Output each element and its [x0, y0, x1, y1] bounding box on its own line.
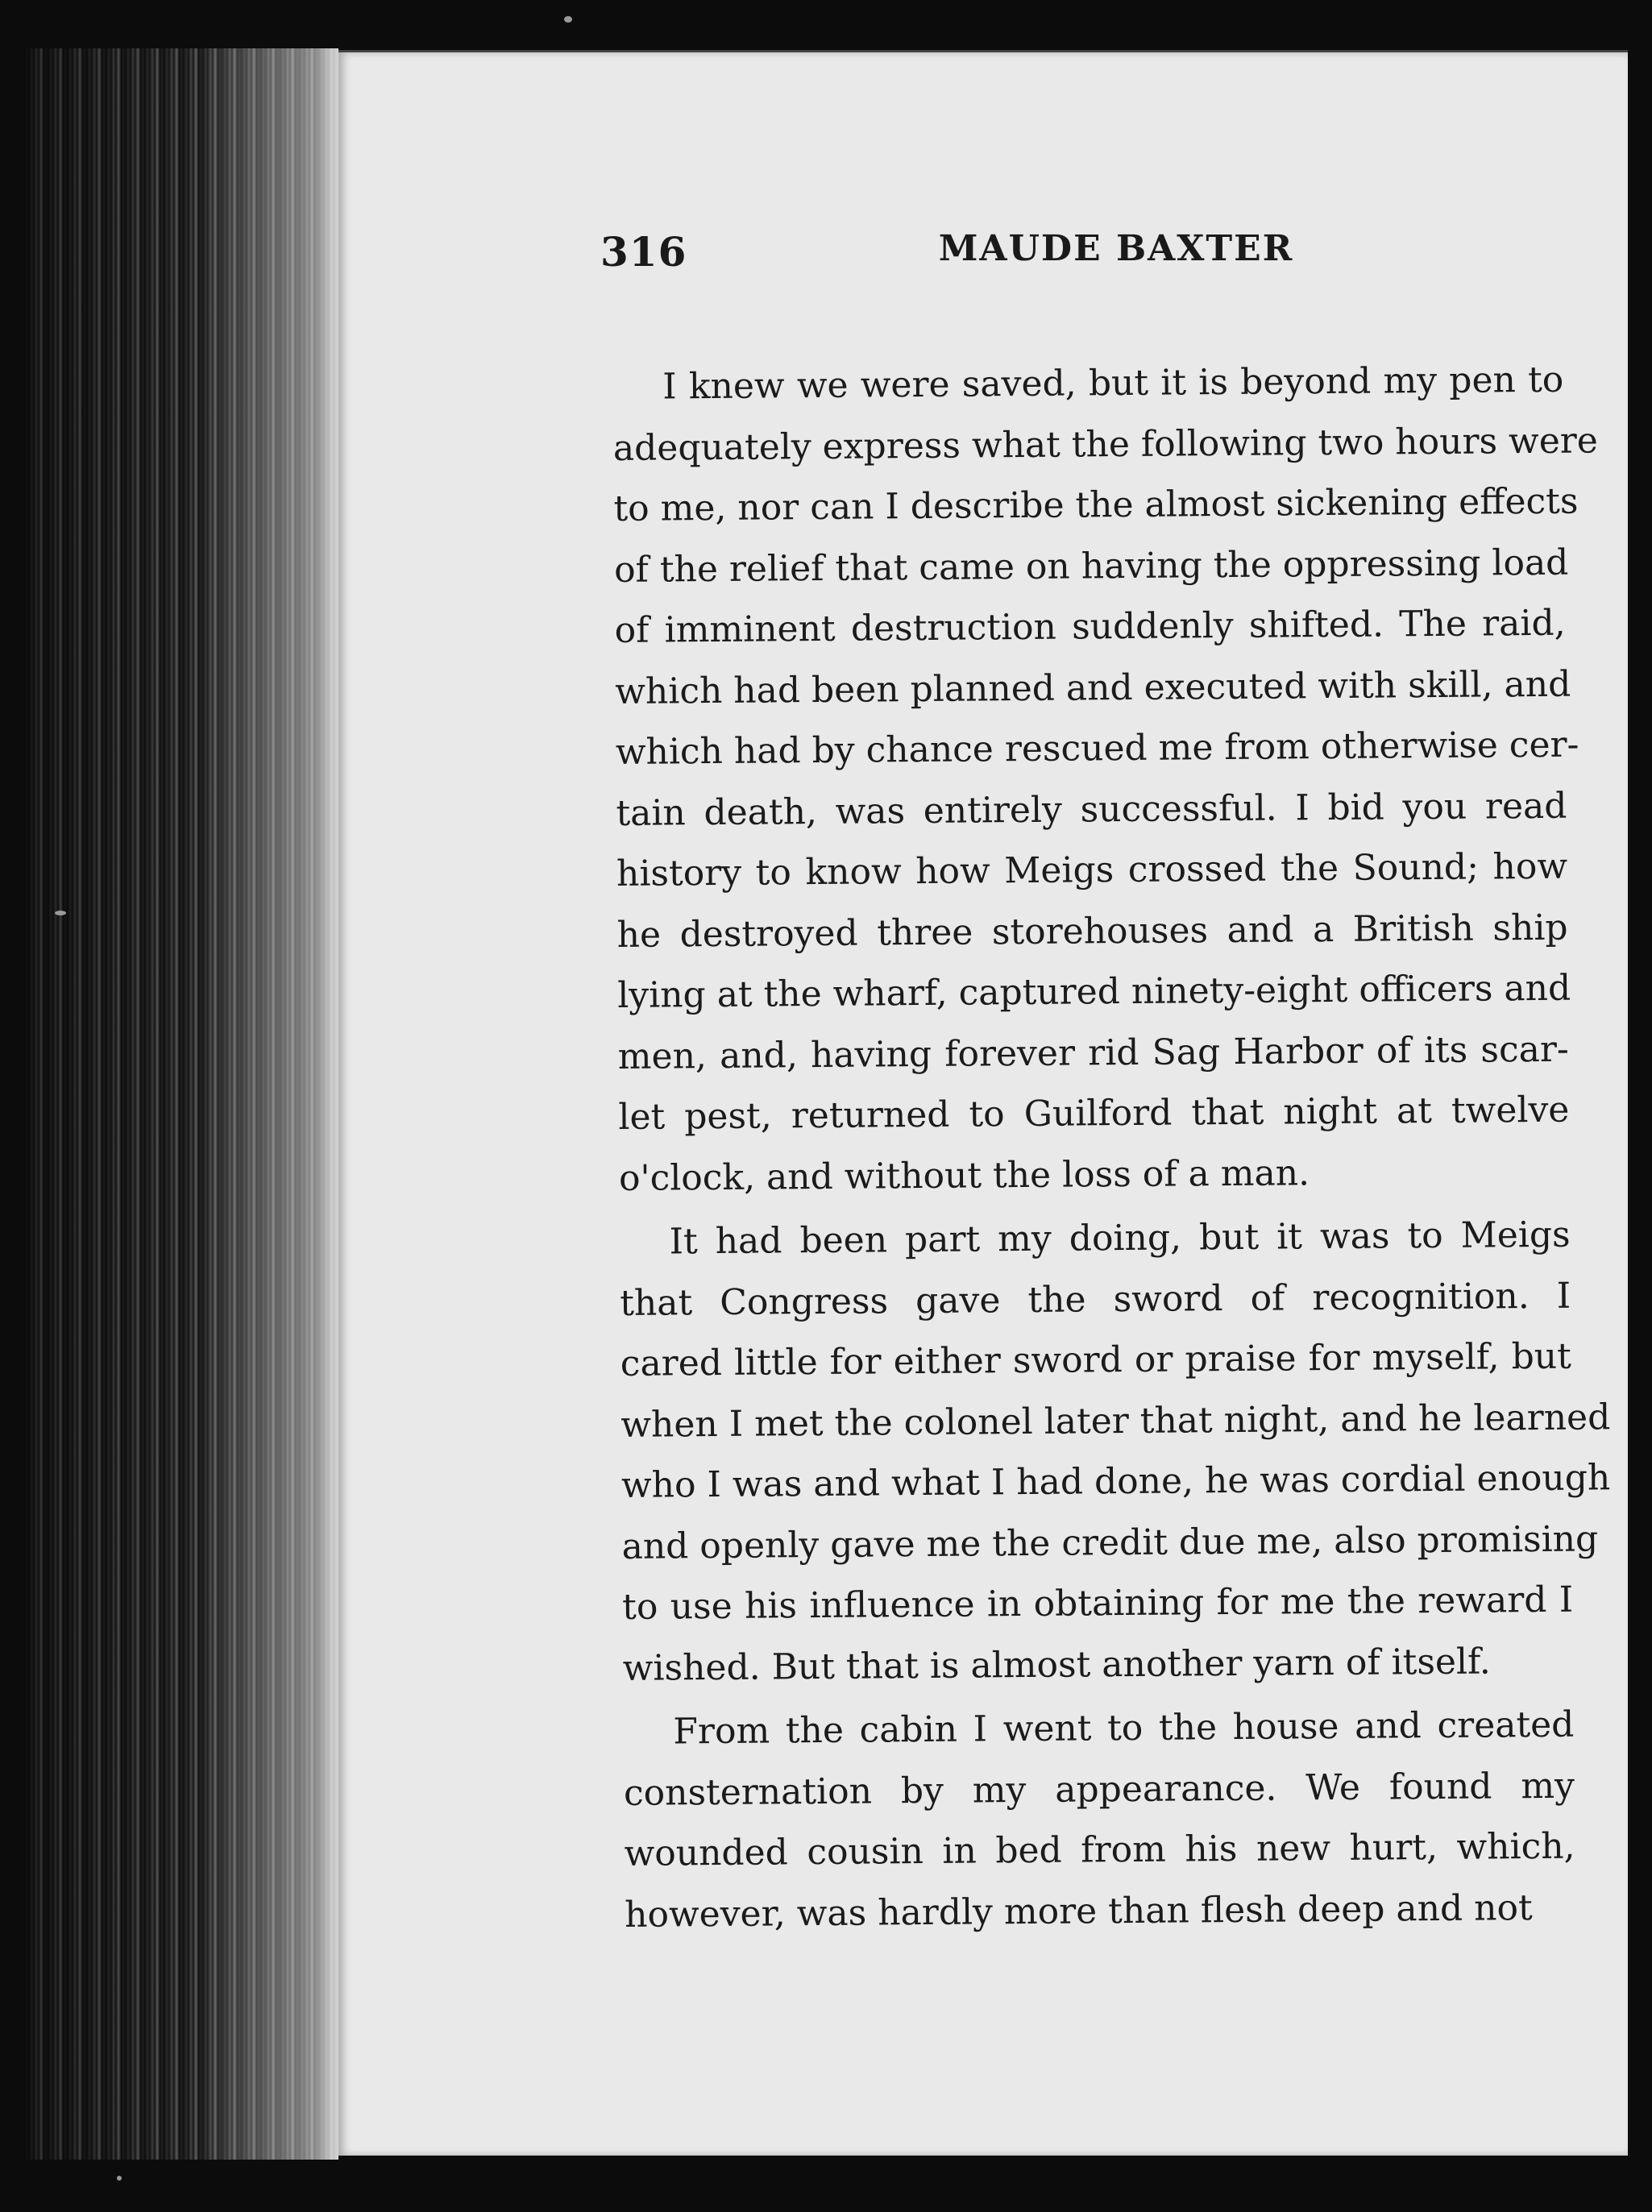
text-line: consternation by my appearance. We found my [623, 1765, 1575, 1814]
text-line: however, was hardly more than flesh deep and not [624, 1886, 1533, 1936]
text-line: which had by chance rescued me from otherwise cer- [615, 724, 1579, 773]
text-line: who I was and what I had done, he was cordial enough [621, 1457, 1611, 1506]
dust-speck [564, 16, 572, 23]
running-head [600, 228, 1600, 293]
text-line: history to know how Meigs crossed the Sound; how [616, 845, 1568, 894]
text-line: I knew we were saved, but it is beyond my pen to [662, 359, 1564, 408]
paragraph [612, 350, 1599, 1209]
text-line: o'clock, and without the loss of a man. [618, 1152, 1310, 1199]
text-line: wounded cousin in bed from his new hurt, which, [624, 1825, 1575, 1874]
text-line: let pest, returned to Guilford that night at twelve [618, 1089, 1570, 1138]
text-line: tain death, was entirely successful. I bid you read [616, 785, 1567, 834]
text-line: to use his influence in obtaining for me the reward I [621, 1579, 1574, 1628]
text-line: It had been part my doing, but it was to Meigs [669, 1214, 1571, 1263]
text-line: of the relief that came on having the oppressing load [613, 542, 1569, 591]
text-line: wished. But that is almost another yarn of itself. [622, 1640, 1491, 1689]
running-title: MAUDE BAXTER [938, 228, 1294, 269]
page-sheet [338, 50, 1628, 2156]
page-number: 316 [600, 228, 687, 276]
text-line: which had been planned and executed with skill, and [615, 663, 1571, 712]
text-line: From the cabin I went to the house and created [673, 1704, 1575, 1753]
paragraph [623, 1695, 1575, 1945]
dust-speck [55, 911, 66, 915]
text-line: of imminent destruction suddenly shifted. The raid, [614, 602, 1566, 651]
text-line: that Congress gave the sword of recognition. I [620, 1275, 1571, 1324]
text-line: adequately express what the following two hours were [612, 419, 1599, 469]
book-page-edges [24, 48, 338, 2160]
text-line: and openly gave me the credit due me, also promising [621, 1517, 1599, 1567]
paragraph [619, 1205, 1611, 1699]
dust-speck [117, 2176, 122, 2181]
text-line: men, and, having forever rid Sag Harbor of its scar- [617, 1028, 1569, 1077]
text-line: he destroyed three storehouses and a British ship [616, 907, 1568, 956]
text-line: when I met the colonel later that night, and he learned [621, 1396, 1611, 1446]
text-line: lying at the wharf, captured ninety-eight officers and [617, 967, 1571, 1016]
text-line: cared little for either sword or praise for myself, but [620, 1335, 1571, 1384]
text-line: to me, nor can I describe the almost sickening effects [613, 480, 1579, 529]
body-text [612, 350, 1611, 1945]
